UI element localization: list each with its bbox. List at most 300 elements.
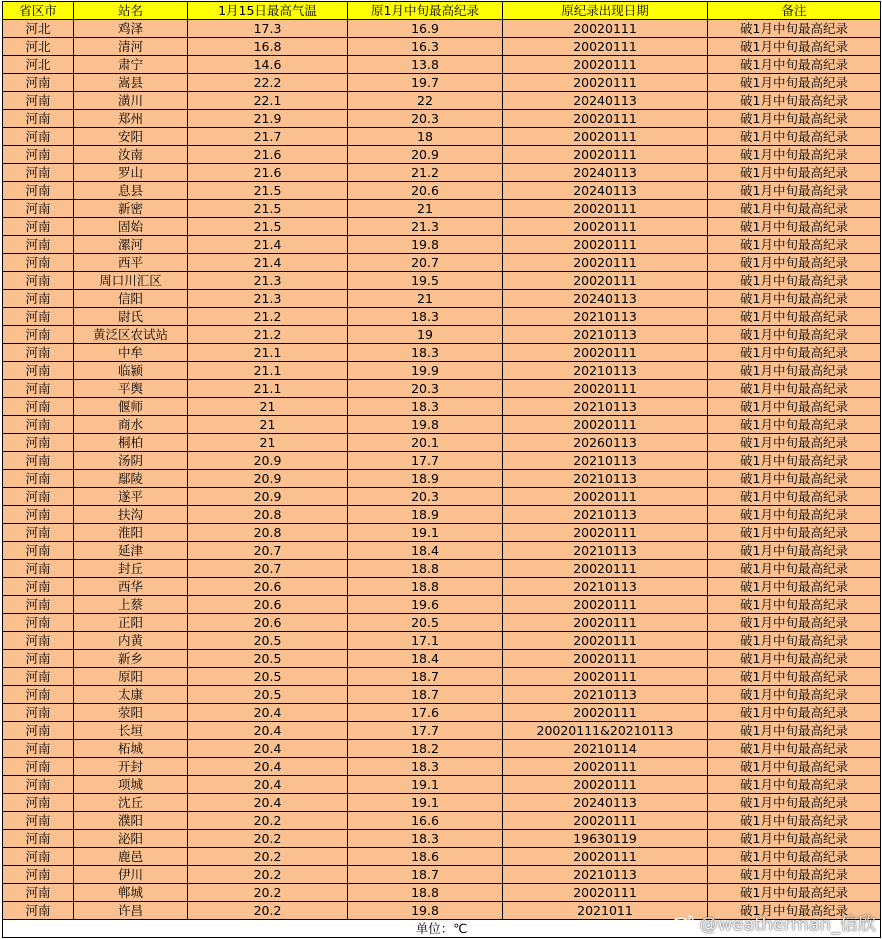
cell-max-temp: 21.6 <box>188 146 348 164</box>
cell-record-date: 20210113 <box>503 686 708 704</box>
cell-note: 破1月中旬最高纪录 <box>708 830 881 848</box>
cell-station: 郸城 <box>74 884 188 902</box>
cell-old-record: 20.1 <box>348 434 503 452</box>
cell-station: 汝南 <box>74 146 188 164</box>
cell-station: 息县 <box>74 182 188 200</box>
cell-station: 上蔡 <box>74 596 188 614</box>
cell-note: 破1月中旬最高纪录 <box>708 578 881 596</box>
table-row <box>3 866 881 884</box>
cell-record-date: 20020111 <box>503 272 708 290</box>
table-row <box>3 218 881 236</box>
cell-old-record: 19.5 <box>348 272 503 290</box>
cell-note: 破1月中旬最高纪录 <box>708 650 881 668</box>
cell-note: 破1月中旬最高纪录 <box>708 164 881 182</box>
cell-old-record: 20.7 <box>348 254 503 272</box>
cell-record-date: 20020111 <box>503 812 708 830</box>
cell-max-temp: 21.4 <box>188 236 348 254</box>
cell-station: 罗山 <box>74 164 188 182</box>
cell-record-date: 20020111&20210113 <box>503 722 708 740</box>
cell-note: 破1月中旬最高纪录 <box>708 452 881 470</box>
cell-station: 鸡泽 <box>74 20 188 38</box>
cell-province: 河南 <box>3 416 74 434</box>
cell-station: 许昌 <box>74 902 188 920</box>
table-row <box>3 200 881 218</box>
cell-note: 破1月中旬最高纪录 <box>708 56 881 74</box>
cell-station: 泌阳 <box>74 830 188 848</box>
table-row <box>3 362 881 380</box>
cell-record-date: 20020111 <box>503 380 708 398</box>
cell-record-date: 20210113 <box>503 470 708 488</box>
cell-record-date: 20240113 <box>503 164 708 182</box>
cell-station: 延津 <box>74 542 188 560</box>
weibo-logo-icon <box>670 913 696 933</box>
cell-station: 内黄 <box>74 632 188 650</box>
cell-max-temp: 21.3 <box>188 290 348 308</box>
cell-record-date: 20020111 <box>503 110 708 128</box>
cell-max-temp: 21 <box>188 416 348 434</box>
cell-old-record: 19.8 <box>348 416 503 434</box>
cell-old-record: 18.3 <box>348 830 503 848</box>
cell-station: 西华 <box>74 578 188 596</box>
cell-note: 破1月中旬最高纪录 <box>708 488 881 506</box>
cell-max-temp: 21.5 <box>188 200 348 218</box>
cell-note: 破1月中旬最高纪录 <box>708 326 881 344</box>
cell-old-record: 19.8 <box>348 236 503 254</box>
cell-province: 河南 <box>3 74 74 92</box>
cell-province: 河南 <box>3 650 74 668</box>
cell-station: 漯河 <box>74 236 188 254</box>
cell-old-record: 21.3 <box>348 218 503 236</box>
cell-max-temp: 20.7 <box>188 560 348 578</box>
cell-station: 潢川 <box>74 92 188 110</box>
cell-max-temp: 21.4 <box>188 254 348 272</box>
cell-station: 新乡 <box>74 650 188 668</box>
table-row <box>3 380 881 398</box>
cell-province: 河南 <box>3 560 74 578</box>
cell-old-record: 18.8 <box>348 884 503 902</box>
cell-note: 破1月中旬最高纪录 <box>708 308 881 326</box>
cell-record-date: 20020111 <box>503 848 708 866</box>
cell-old-record: 19 <box>348 326 503 344</box>
cell-province: 河南 <box>3 128 74 146</box>
cell-province: 河南 <box>3 632 74 650</box>
cell-record-date: 20020111 <box>503 704 708 722</box>
cell-station: 黄泛区农试站 <box>74 326 188 344</box>
unit-label: 单位：℃ <box>3 920 881 938</box>
table-row <box>3 704 881 722</box>
cell-old-record: 20.3 <box>348 380 503 398</box>
cell-old-record: 19.7 <box>348 74 503 92</box>
cell-province: 河南 <box>3 380 74 398</box>
cell-record-date: 20020111 <box>503 650 708 668</box>
cell-old-record: 18 <box>348 128 503 146</box>
watermark <box>670 910 876 936</box>
cell-note: 破1月中旬最高纪录 <box>708 362 881 380</box>
cell-record-date: 20020111 <box>503 524 708 542</box>
cell-old-record: 18.6 <box>348 848 503 866</box>
table-row <box>3 884 881 902</box>
table-row <box>3 488 881 506</box>
cell-province: 河南 <box>3 182 74 200</box>
cell-station: 濮阳 <box>74 812 188 830</box>
cell-old-record: 18.2 <box>348 740 503 758</box>
cell-old-record: 22 <box>348 92 503 110</box>
table-row <box>3 794 881 812</box>
cell-note: 破1月中旬最高纪录 <box>708 470 881 488</box>
cell-note: 破1月中旬最高纪录 <box>708 434 881 452</box>
table-row <box>3 668 881 686</box>
cell-max-temp: 21.2 <box>188 326 348 344</box>
cell-old-record: 18.9 <box>348 506 503 524</box>
cell-province: 河南 <box>3 254 74 272</box>
cell-old-record: 16.9 <box>348 20 503 38</box>
cell-record-date: 20020111 <box>503 596 708 614</box>
header-max-temp: 1月15日最高气温 <box>188 2 348 20</box>
watermark-text: @weatherman_信欣 <box>699 914 876 935</box>
table-row <box>3 650 881 668</box>
cell-province: 河南 <box>3 218 74 236</box>
cell-max-temp: 20.2 <box>188 830 348 848</box>
cell-province: 河南 <box>3 362 74 380</box>
cell-max-temp: 21.1 <box>188 380 348 398</box>
cell-note: 破1月中旬最高纪录 <box>708 668 881 686</box>
table-row <box>3 128 881 146</box>
cell-province: 河南 <box>3 722 74 740</box>
cell-province: 河南 <box>3 326 74 344</box>
cell-record-date: 20020111 <box>503 128 708 146</box>
cell-record-date: 20210113 <box>503 308 708 326</box>
table-row <box>3 272 881 290</box>
cell-record-date: 20020111 <box>503 560 708 578</box>
table-row <box>3 434 881 452</box>
cell-old-record: 19.1 <box>348 794 503 812</box>
cell-province: 河南 <box>3 200 74 218</box>
table-row <box>3 614 881 632</box>
cell-province: 河南 <box>3 164 74 182</box>
cell-max-temp: 20.2 <box>188 884 348 902</box>
cell-province: 河南 <box>3 308 74 326</box>
cell-max-temp: 20.5 <box>188 632 348 650</box>
table-row <box>3 776 881 794</box>
table-row <box>3 542 881 560</box>
cell-max-temp: 20.4 <box>188 776 348 794</box>
cell-max-temp: 21.7 <box>188 128 348 146</box>
cell-old-record: 18.9 <box>348 470 503 488</box>
cell-record-date: 20020111 <box>503 344 708 362</box>
cell-max-temp: 20.9 <box>188 470 348 488</box>
cell-note: 破1月中旬最高纪录 <box>708 758 881 776</box>
cell-province: 河南 <box>3 236 74 254</box>
cell-note: 破1月中旬最高纪录 <box>708 200 881 218</box>
cell-record-date: 20020111 <box>503 632 708 650</box>
cell-station: 汤阴 <box>74 452 188 470</box>
cell-province: 河南 <box>3 740 74 758</box>
cell-old-record: 16.6 <box>348 812 503 830</box>
cell-max-temp: 20.2 <box>188 812 348 830</box>
cell-old-record: 17.1 <box>348 632 503 650</box>
cell-station: 沈丘 <box>74 794 188 812</box>
cell-station: 伊川 <box>74 866 188 884</box>
cell-record-date: 20020111 <box>503 200 708 218</box>
cell-province: 河南 <box>3 812 74 830</box>
cell-note: 破1月中旬最高纪录 <box>708 740 881 758</box>
cell-province: 河南 <box>3 596 74 614</box>
table-row <box>3 38 881 56</box>
cell-note: 破1月中旬最高纪录 <box>708 596 881 614</box>
cell-province: 河南 <box>3 758 74 776</box>
cell-max-temp: 20.8 <box>188 524 348 542</box>
table-row <box>3 20 881 38</box>
table-row <box>3 740 881 758</box>
cell-province: 河南 <box>3 848 74 866</box>
cell-record-date: 20020111 <box>503 884 708 902</box>
cell-note: 破1月中旬最高纪录 <box>708 902 881 920</box>
cell-record-date: 20020111 <box>503 668 708 686</box>
cell-max-temp: 17.3 <box>188 20 348 38</box>
table-row <box>3 92 881 110</box>
cell-note: 破1月中旬最高纪录 <box>708 182 881 200</box>
table-row <box>3 596 881 614</box>
cell-old-record: 18.4 <box>348 542 503 560</box>
cell-province: 河南 <box>3 344 74 362</box>
cell-record-date: 20210113 <box>503 452 708 470</box>
cell-note: 破1月中旬最高纪录 <box>708 38 881 56</box>
cell-note: 破1月中旬最高纪录 <box>708 506 881 524</box>
table-row <box>3 416 881 434</box>
cell-max-temp: 16.8 <box>188 38 348 56</box>
cell-old-record: 19.1 <box>348 776 503 794</box>
cell-max-temp: 20.6 <box>188 614 348 632</box>
cell-record-date: 20240113 <box>503 182 708 200</box>
cell-record-date: 20240113 <box>503 290 708 308</box>
cell-max-temp: 20.2 <box>188 848 348 866</box>
cell-note: 破1月中旬最高纪录 <box>708 344 881 362</box>
header-note: 备注 <box>708 2 881 20</box>
cell-record-date: 20020111 <box>503 758 708 776</box>
cell-max-temp: 21.5 <box>188 182 348 200</box>
cell-old-record: 18.3 <box>348 758 503 776</box>
cell-note: 破1月中旬最高纪录 <box>708 632 881 650</box>
cell-note: 破1月中旬最高纪录 <box>708 380 881 398</box>
records-table <box>2 1 881 938</box>
cell-province: 河南 <box>3 704 74 722</box>
table-row <box>3 308 881 326</box>
cell-old-record: 19.8 <box>348 902 503 920</box>
cell-note: 破1月中旬最高纪录 <box>708 560 881 578</box>
cell-record-date: 20210113 <box>503 398 708 416</box>
cell-province: 河北 <box>3 56 74 74</box>
cell-note: 破1月中旬最高纪录 <box>708 398 881 416</box>
cell-old-record: 18.7 <box>348 668 503 686</box>
cell-province: 河南 <box>3 488 74 506</box>
cell-max-temp: 20.9 <box>188 452 348 470</box>
cell-old-record: 19.9 <box>348 362 503 380</box>
cell-station: 周口川汇区 <box>74 272 188 290</box>
table-row <box>3 758 881 776</box>
cell-province: 河南 <box>3 92 74 110</box>
cell-max-temp: 22.1 <box>188 92 348 110</box>
cell-old-record: 17.7 <box>348 452 503 470</box>
cell-record-date: 20210113 <box>503 362 708 380</box>
cell-note: 破1月中旬最高纪录 <box>708 290 881 308</box>
cell-province: 河南 <box>3 686 74 704</box>
cell-note: 破1月中旬最高纪录 <box>708 272 881 290</box>
table-row <box>3 632 881 650</box>
cell-max-temp: 22.2 <box>188 74 348 92</box>
cell-station: 扶沟 <box>74 506 188 524</box>
cell-old-record: 18.3 <box>348 398 503 416</box>
table-row <box>3 182 881 200</box>
cell-record-date: 20260113 <box>503 434 708 452</box>
cell-max-temp: 20.4 <box>188 722 348 740</box>
table-body <box>3 20 881 920</box>
cell-station: 郑州 <box>74 110 188 128</box>
cell-station: 荥阳 <box>74 704 188 722</box>
cell-old-record: 18.8 <box>348 578 503 596</box>
cell-note: 破1月中旬最高纪录 <box>708 416 881 434</box>
cell-note: 破1月中旬最高纪录 <box>708 110 881 128</box>
cell-note: 破1月中旬最高纪录 <box>708 20 881 38</box>
cell-old-record: 18.8 <box>348 560 503 578</box>
cell-station: 固始 <box>74 218 188 236</box>
cell-max-temp: 21 <box>188 434 348 452</box>
cell-note: 破1月中旬最高纪录 <box>708 704 881 722</box>
table-row <box>3 110 881 128</box>
cell-note: 破1月中旬最高纪录 <box>708 542 881 560</box>
cell-max-temp: 21.3 <box>188 272 348 290</box>
table-row <box>3 326 881 344</box>
cell-station: 西平 <box>74 254 188 272</box>
cell-station: 淮阳 <box>74 524 188 542</box>
cell-station: 桐柏 <box>74 434 188 452</box>
cell-note: 破1月中旬最高纪录 <box>708 884 881 902</box>
header-province: 省区市 <box>3 2 74 20</box>
cell-max-temp: 20.6 <box>188 578 348 596</box>
header-record-date: 原纪录出现日期 <box>503 2 708 20</box>
cell-record-date: 20020111 <box>503 20 708 38</box>
cell-station: 开封 <box>74 758 188 776</box>
cell-max-temp: 20.7 <box>188 542 348 560</box>
table-row <box>3 722 881 740</box>
cell-note: 破1月中旬最高纪录 <box>708 524 881 542</box>
cell-old-record: 17.6 <box>348 704 503 722</box>
cell-station: 正阳 <box>74 614 188 632</box>
table-row <box>3 830 881 848</box>
cell-note: 破1月中旬最高纪录 <box>708 794 881 812</box>
cell-station: 项城 <box>74 776 188 794</box>
cell-record-date: 20020111 <box>503 74 708 92</box>
table-row <box>3 506 881 524</box>
cell-max-temp: 20.6 <box>188 596 348 614</box>
cell-record-date: 20210114 <box>503 740 708 758</box>
cell-max-temp: 20.4 <box>188 758 348 776</box>
cell-record-date: 20020111 <box>503 416 708 434</box>
table-row <box>3 578 881 596</box>
cell-station: 鹿邑 <box>74 848 188 866</box>
cell-province: 河南 <box>3 776 74 794</box>
table-row <box>3 452 881 470</box>
cell-note: 破1月中旬最高纪录 <box>708 776 881 794</box>
cell-note: 破1月中旬最高纪录 <box>708 92 881 110</box>
cell-province: 河南 <box>3 434 74 452</box>
cell-old-record: 20.9 <box>348 146 503 164</box>
cell-station: 遂平 <box>74 488 188 506</box>
cell-record-date: 20240113 <box>503 794 708 812</box>
cell-station: 嵩县 <box>74 74 188 92</box>
cell-station: 柘城 <box>74 740 188 758</box>
cell-province: 河南 <box>3 290 74 308</box>
cell-record-date: 20020111 <box>503 38 708 56</box>
cell-old-record: 18.4 <box>348 650 503 668</box>
cell-province: 河南 <box>3 902 74 920</box>
cell-station: 鄢陵 <box>74 470 188 488</box>
cell-old-record: 21 <box>348 290 503 308</box>
cell-old-record: 21 <box>348 200 503 218</box>
cell-province: 河南 <box>3 668 74 686</box>
cell-note: 破1月中旬最高纪录 <box>708 146 881 164</box>
table-row <box>3 56 881 74</box>
cell-max-temp: 21.2 <box>188 308 348 326</box>
cell-old-record: 18.7 <box>348 866 503 884</box>
cell-old-record: 18.7 <box>348 686 503 704</box>
cell-old-record: 17.7 <box>348 722 503 740</box>
cell-max-temp: 14.6 <box>188 56 348 74</box>
cell-old-record: 20.3 <box>348 110 503 128</box>
cell-station: 中牟 <box>74 344 188 362</box>
cell-province: 河南 <box>3 452 74 470</box>
cell-province: 河南 <box>3 146 74 164</box>
cell-max-temp: 20.9 <box>188 488 348 506</box>
cell-record-date: 20020111 <box>503 776 708 794</box>
cell-max-temp: 20.2 <box>188 866 348 884</box>
cell-station: 新密 <box>74 200 188 218</box>
cell-province: 河南 <box>3 578 74 596</box>
cell-old-record: 19.6 <box>348 596 503 614</box>
header-old-record: 原1月中旬最高纪录 <box>348 2 503 20</box>
cell-station: 原阳 <box>74 668 188 686</box>
header-station: 站名 <box>74 2 188 20</box>
cell-max-temp: 20.2 <box>188 902 348 920</box>
cell-record-date: 20210113 <box>503 578 708 596</box>
cell-max-temp: 20.8 <box>188 506 348 524</box>
cell-record-date: 20240113 <box>503 92 708 110</box>
cell-max-temp: 21 <box>188 398 348 416</box>
cell-station: 肃宁 <box>74 56 188 74</box>
cell-max-temp: 20.4 <box>188 740 348 758</box>
cell-station: 安阳 <box>74 128 188 146</box>
table-row <box>3 290 881 308</box>
cell-max-temp: 21.9 <box>188 110 348 128</box>
table-row <box>3 398 881 416</box>
cell-record-date: 20020111 <box>503 218 708 236</box>
cell-note: 破1月中旬最高纪录 <box>708 686 881 704</box>
cell-max-temp: 21.5 <box>188 218 348 236</box>
cell-record-date: 20210113 <box>503 326 708 344</box>
header-row <box>3 2 881 20</box>
table-row <box>3 344 881 362</box>
table-row <box>3 164 881 182</box>
cell-max-temp: 20.5 <box>188 668 348 686</box>
cell-record-date: 20210113 <box>503 866 708 884</box>
cell-province: 河南 <box>3 524 74 542</box>
cell-station: 偃师 <box>74 398 188 416</box>
cell-station: 平舆 <box>74 380 188 398</box>
cell-record-date: 20210113 <box>503 506 708 524</box>
cell-note: 破1月中旬最高纪录 <box>708 128 881 146</box>
cell-province: 河南 <box>3 884 74 902</box>
cell-old-record: 21.2 <box>348 164 503 182</box>
cell-station: 清河 <box>74 38 188 56</box>
